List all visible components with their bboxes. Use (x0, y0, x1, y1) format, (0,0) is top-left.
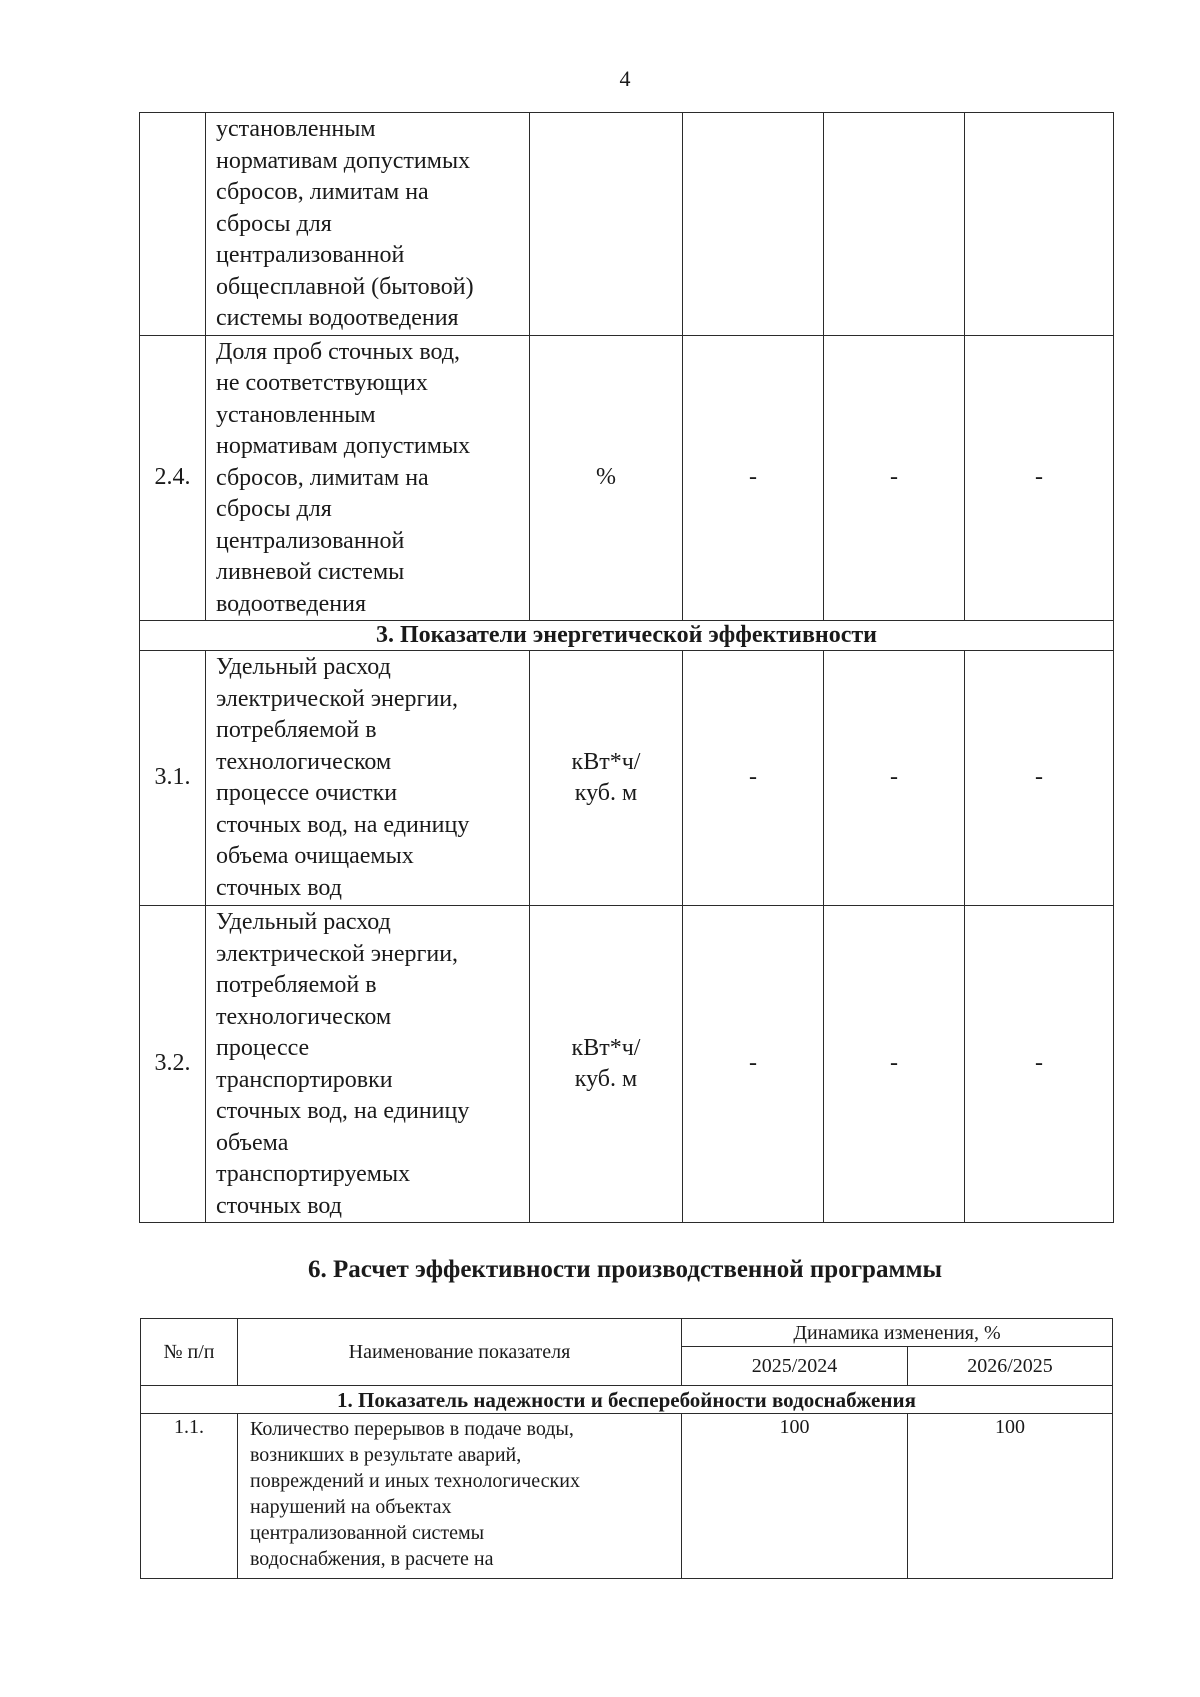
column-header-number: № п/п (141, 1319, 238, 1386)
section-row (141, 1386, 1113, 1414)
unit-cell: кВт*ч/ куб. м (530, 651, 683, 906)
table-row (140, 113, 1114, 336)
indicator-name: Доля проб сточных вод, не соответствующих установленным нормативам допустимых сбросов, лимитам на сбросы для централизованной ливневой системы водоотведения (206, 335, 530, 621)
value-cell (683, 113, 824, 336)
value-cell: - (824, 651, 965, 906)
value-cell: - (824, 335, 965, 621)
value-cell (824, 113, 965, 336)
value-cell: - (683, 335, 824, 621)
value-cell: 100 (908, 1414, 1113, 1579)
section-heading: 1. Показатель надежности и бесперебойности водоснабжения (141, 1386, 1113, 1414)
indicators-table (139, 112, 1114, 1223)
value-cell: - (683, 651, 824, 906)
indicator-name: Удельный расход электрической энергии, потребляемой в технологическом процессе очистки сточных вод, на единицу объема очищаемых сточных вод (206, 651, 530, 906)
section-title: 6. Расчет эффективности производственной программы (307, 1256, 943, 1283)
value-cell: - (683, 906, 824, 1223)
row-number: 1.1. (141, 1414, 238, 1579)
table-row (140, 335, 1114, 621)
header-row (141, 1319, 1113, 1347)
value-cell: - (965, 906, 1114, 1223)
column-header-dynamics: Динамика изменения, % (682, 1319, 1113, 1347)
table-row (140, 651, 1114, 906)
value-cell (965, 113, 1114, 336)
value-cell: - (965, 335, 1114, 621)
row-number: 3.2. (140, 906, 206, 1223)
indicator-name: Количество перерывов в подаче воды, возникших в результате аварий, повреждений и иных технологических нарушений на объектах централизованной системы водоснабжения, в расчете на (238, 1414, 682, 1579)
unit-cell: кВт*ч/ куб. м (530, 906, 683, 1223)
value-cell: - (824, 906, 965, 1223)
indicator-name: установленным нормативам допустимых сбросов, лимитам на сбросы для централизованной общесплавной (бытовой) системы водоотведения (206, 113, 530, 336)
row-number: 3.1. (140, 651, 206, 906)
column-header-name: Наименование показателя (238, 1319, 682, 1386)
table-row (141, 1414, 1113, 1579)
indicator-name: Удельный расход электрической энергии, потребляемой в технологическом процессе транспортировки сточных вод, на единицу объема транспортируемых сточных вод (206, 906, 530, 1223)
row-number: 2.4. (140, 335, 206, 621)
section-row (140, 621, 1114, 651)
column-header-year: 2025/2024 (682, 1347, 908, 1386)
value-cell: 100 (682, 1414, 908, 1579)
table-row (140, 906, 1114, 1223)
efficiency-table (140, 1318, 1113, 1579)
page-number: 4 (619, 66, 631, 91)
section-heading: 3. Показатели энергетической эффективности (140, 621, 1114, 651)
unit-cell: % (530, 335, 683, 621)
row-number (140, 113, 206, 336)
column-header-year: 2026/2025 (908, 1347, 1113, 1386)
value-cell: - (965, 651, 1114, 906)
unit-cell (530, 113, 683, 336)
